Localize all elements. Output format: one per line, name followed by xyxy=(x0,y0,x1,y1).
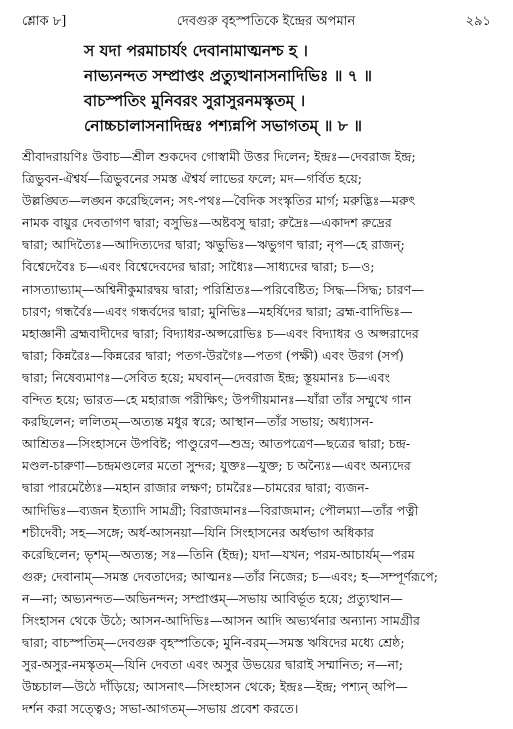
synonym-line: শচীদেবী; সহ—সঙ্গে; অর্ধ-আসনয়া—যিনি সিংহাসনের অর্ধভাগ অধিকার xyxy=(22,524,374,540)
synonym-line: দর্শন করা সত্ত্বেও; সভা-আগতম্—সভায় প্রবেশ করতে। xyxy=(22,701,299,717)
synonym-line: দ্বারা পারমেষ্ঠ্যৈঃ—মহান রাজার লক্ষণ; চামরৈঃ—চামরের দ্বারা; ব্যজন- xyxy=(22,480,370,496)
header-verse-ref: শ্লোক ৮] xyxy=(22,14,67,29)
synonym-line: উচ্চচাল—উঠে দাঁড়িয়ে; আসনাৎ—সিংহাসন থেকে; ইন্দ্রঃ—ইন্দ্র; পশ্যন্ অপি— xyxy=(22,679,408,695)
synonym-line: মণ্ডল-চারুণা—চন্দ্রমণ্ডলের মতো সুন্দর; যুক্তঃ—যুক্ত; চ অন্যৈঃ—এবং অন্যদের xyxy=(22,458,411,474)
synonym-line: ন—না; অভ্যনন্দত—অভিনন্দন; সম্প্রাপ্তম্—সভায় আবির্ভূত হয়ে; প্রত্যুত্থান— xyxy=(22,590,403,606)
verse-line: স যদা পরমাচার্যং দেবানামাত্মনশ্চ হ । xyxy=(84,41,308,60)
sanskrit-verse xyxy=(22,38,491,138)
word-for-word-synonyms xyxy=(22,146,491,720)
synonym-line: দ্বারা; নিষেব্যমাণঃ—সেবিত হয়ে; মঘবান্—দেবরাজ ইন্দ্র; স্তূয়মানঃ চ—এবং xyxy=(22,369,391,385)
synonym-line: সিংহাসন থেকে উঠে; আসন-আদিভিঃ—আসন আদি অভ্যর্থনার অন্যান্য সামগ্রীর xyxy=(22,612,420,628)
synonym-line: মহাজ্ঞানী ব্রহ্মবাদীদের দ্বারা; বিদ্যাধর-অপ্সরোভিঃ চ—এবং বিদ্যাধর ও অপ্সরাদের xyxy=(22,325,419,341)
synonym-line: শ্রীবাদরায়ণিঃ উবাচ—শ্রীল শুকদেব গোস্বামী উত্তর দিলেন; ইন্দ্রঃ—দেবরাজ ইন্দ্র; xyxy=(22,149,416,164)
synonym-line: বন্দিত হয়ে; ভারত—হে মহারাজ পরীক্ষিৎ; উপগীয়মানঃ—যাঁরা তাঁর সম্মুখে গান xyxy=(22,392,412,408)
page-number: ২৯১ xyxy=(465,14,491,29)
synonym-line: আশ্রিতঃ—সিংহাসনে উপবিষ্ট; পাণ্ডুরেণ—শুভ্র; আতপত্রেণ—ছত্রের দ্বারা; চন্দ্র- xyxy=(22,436,411,452)
synonym-line: করেছিলেন; ভৃশম্—অত্যন্ত; সঃ—তিনি (ইন্দ্র); যদা—যখন; পরম-আচার্যম্—পরম xyxy=(22,546,415,562)
verse-line: নোচ্চচালাসনাদিন্দ্রঃ পশ্যন্নপি সভাগতম্ ॥ ৮ ॥ xyxy=(84,116,362,135)
synonym-line: সুর-অসুর-নমস্কৃতম্—যিনি দেবতা এবং অসুর উভয়ের দ্বারাই সম্মানিত; ন—না; xyxy=(22,657,404,673)
page-header xyxy=(22,12,491,34)
synonym-line: গুরু; দেবানাম্—সমস্ত দেবতাদের; আত্মনঃ—তাঁর নিজের; চ—এবং; হ—সম্পূর্ণরূপে; xyxy=(22,568,438,584)
verse-line: বাচস্পতিং মুনিবরং সুরাসুরনমস্কৃতম্ । xyxy=(84,91,306,110)
verse-line: নাভ্যনন্দত সম্প্রাপ্তং প্রত্যুত্থানাসনাদিভিঃ ॥ ৭ ॥ xyxy=(84,66,373,85)
synonym-line: নাসত্যাভ্যাম্—অশ্বিনীকুমারদ্বয় দ্বারা; পরিশ্রিতঃ—পরিবেষ্টিত; সিদ্ধ—সিদ্ধ; চারণ— xyxy=(22,281,424,297)
synonym-line: নামক বায়ুর দেবতাগণ দ্বারা; বসুভিঃ—অষ্টবসু দ্বারা; রুদ্রৈঃ—একাদশ রুদ্রের xyxy=(22,215,392,231)
synonym-line: করছিলেন; ললিতম্—অত্যন্ত মধুর স্বরে; আস্থান—তাঁর সভায়; অধ্যাসন- xyxy=(22,414,374,430)
synonym-line: দ্বারা; কিন্নরৈঃ—কিন্নরের দ্বারা; পতগ-উরগৈঃ—পতগ (পক্ষী) এবং উরগ (সর্প) xyxy=(22,347,404,363)
synonym-line: দ্বারা; বাচস্পতিম্—দেবগুরু বৃহস্পতিকে; মুনি-বরম্—সমস্ত ঋষিদের মধ্যে শ্রেষ্ঠ; xyxy=(22,635,405,651)
synonym-line: উল্লঙ্ঘিত—লঙ্ঘন করেছিলেন; সৎ-পথঃ—বৈদিক সংস্কৃতির মার্গ; মরুদ্ভিঃ—মরুৎ xyxy=(22,193,416,209)
synonym-line: বিশ্বেদেবৈঃ চ—এবং বিশ্বেদেবদের দ্বারা; সাধ্যৈঃ—সাধ্যদের দ্বারা; চ—ও; xyxy=(22,259,375,275)
header-chapter-title: দেবগুরু বৃহস্পতিকে ইন্দ্রের অপমান xyxy=(176,14,356,29)
synonym-line: আদিভিঃ—ব্যজন ইত্যাদি সামগ্রী; বিরাজমানঃ—বিরাজমান; পৌলম্যা—তাঁর পত্নী xyxy=(22,502,419,518)
synonym-line: দ্বারা; আদিত্যৈঃ—আদিত্যদের দ্বারা; ঋভুভিঃ—ঋভুগণ দ্বারা; নৃপ—হে রাজন্; xyxy=(22,237,405,253)
synonym-line: ত্রিভুবন-ঐশ্বর্য—ত্রিভুবনের সমস্ত ঐশ্বর্য লাভের ফলে; মদ—গর্বিত হয়ে; xyxy=(22,171,363,187)
synonym-line: চারণ; গন্ধর্বৈঃ—এবং গন্ধর্বদের দ্বারা; মুনিভিঃ—মহর্ষিদের দ্বারা; ব্রহ্ম-বাদিভিঃ— xyxy=(22,303,413,319)
